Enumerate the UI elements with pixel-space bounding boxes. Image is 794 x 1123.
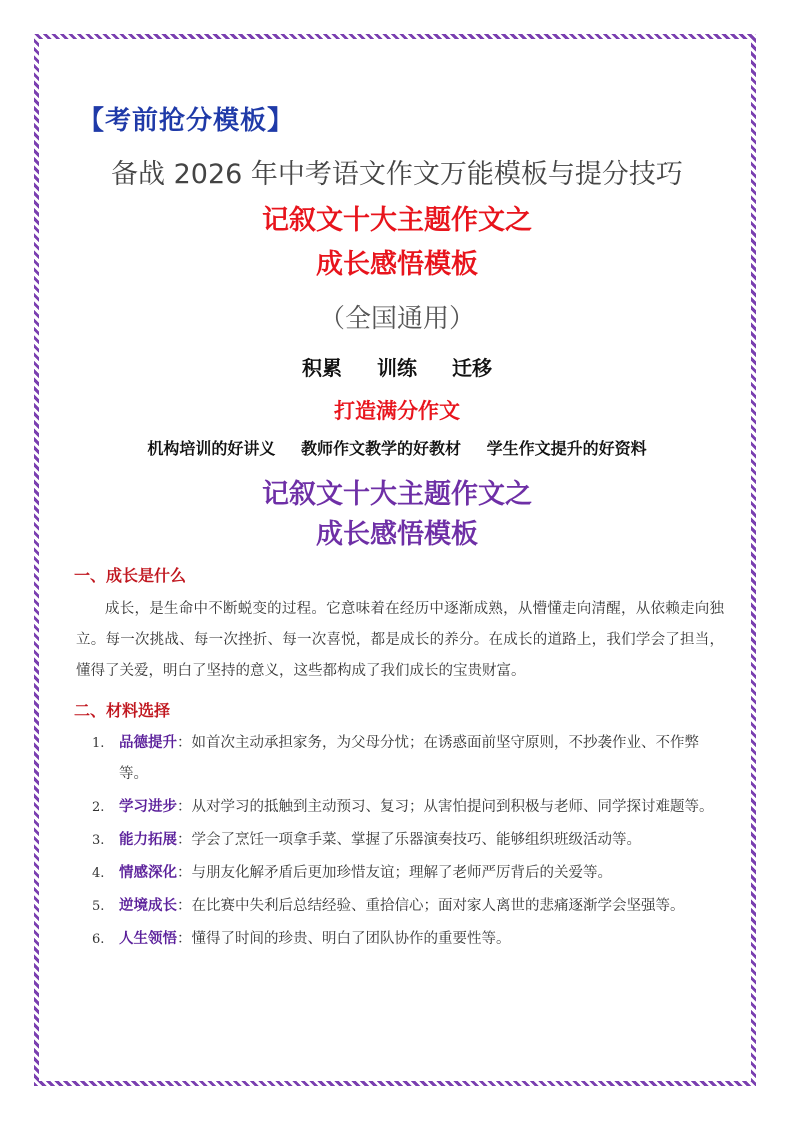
item-keyword: 能力拓展 — [119, 832, 177, 848]
triad-item: 积累 — [302, 356, 343, 380]
item-number: 6. — [92, 932, 105, 947]
usage-item: 学生作文提升的好资料 — [486, 439, 647, 458]
list-item — [92, 825, 724, 856]
item-keyword: 学习进步 — [119, 799, 177, 815]
main-title — [0, 475, 794, 555]
list-item — [92, 792, 724, 823]
slogan: 打造满分作文 — [334, 399, 460, 423]
item-text: ：如首次主动承担家务，为父母分忧；在诱惑面前坚守原则，不抄袭作业、不作弊等。 — [119, 735, 699, 782]
triad-line — [0, 352, 794, 381]
item-number: 5. — [92, 899, 105, 914]
section1-paragraph: 成长，是生命中不断蜕变的过程。它意味着在经历中逐渐成熟，从懵懂走向清醒，从依赖走向独立。每一次挑战、每一次挫折、每一次喜悦，都是成长的养分。在成长的道路上，我们学会了担当，懂得了关爱，明白了坚持的意义，这些都构成了我们成长的宝贵财富。 — [76, 601, 724, 679]
main-title-line1: 记叙文十大主题作文之 — [262, 479, 532, 510]
exam-template-tag: 【考前抢分模板】 — [78, 106, 295, 136]
triad-item: 迁移 — [451, 356, 492, 380]
item-keyword: 逆境成长 — [119, 898, 177, 914]
cover-title — [0, 199, 794, 287]
cover-title-line2: 成长感悟模板 — [316, 249, 478, 280]
list-item — [92, 891, 724, 922]
item-number: 3. — [92, 833, 105, 848]
document-subtitle: 备战 2026 年中考语文作文万能模板与提分技巧 — [111, 159, 683, 190]
scope-note: （全国通用） — [318, 304, 475, 334]
triad-item: 训练 — [377, 356, 417, 380]
item-keyword: 情感深化 — [119, 865, 177, 881]
main-title-line2: 成长感悟模板 — [316, 519, 478, 550]
usage-line — [0, 436, 794, 459]
item-text: ：懂得了时间的珍贵、明白了团队协作的重要性等。 — [177, 931, 511, 947]
item-text: ：在比赛中失利后总结经验、重拾信心；面对家人离世的悲痛逐渐学会坚强等。 — [177, 898, 685, 914]
list-item — [92, 858, 724, 889]
list-item — [92, 728, 724, 790]
usage-item: 机构培训的好讲义 — [147, 439, 276, 458]
usage-item: 教师作文教学的好教材 — [300, 439, 461, 458]
cover-title-line1: 记叙文十大主题作文之 — [262, 205, 532, 236]
item-keyword: 品德提升 — [119, 735, 177, 751]
item-text: ：与朋友化解矛盾后更加珍惜友谊；理解了老师严厉背后的关爱等。 — [177, 865, 612, 881]
item-number: 2. — [92, 800, 105, 815]
material-list — [92, 728, 724, 957]
section-heading-2: 二、材料选择 — [74, 701, 171, 720]
section-heading-1: 一、成长是什么 — [74, 566, 187, 585]
item-text: ：学会了烹饪一项拿手菜、掌握了乐器演奏技巧、能够组织班级活动等。 — [177, 832, 641, 848]
item-text: ：从对学习的抵触到主动预习、复习；从害怕提问到积极与老师、同学探讨难题等。 — [177, 799, 714, 815]
list-item — [92, 924, 724, 955]
item-keyword: 人生领悟 — [119, 931, 177, 947]
item-number: 1. — [92, 736, 105, 751]
item-number: 4. — [92, 866, 105, 881]
